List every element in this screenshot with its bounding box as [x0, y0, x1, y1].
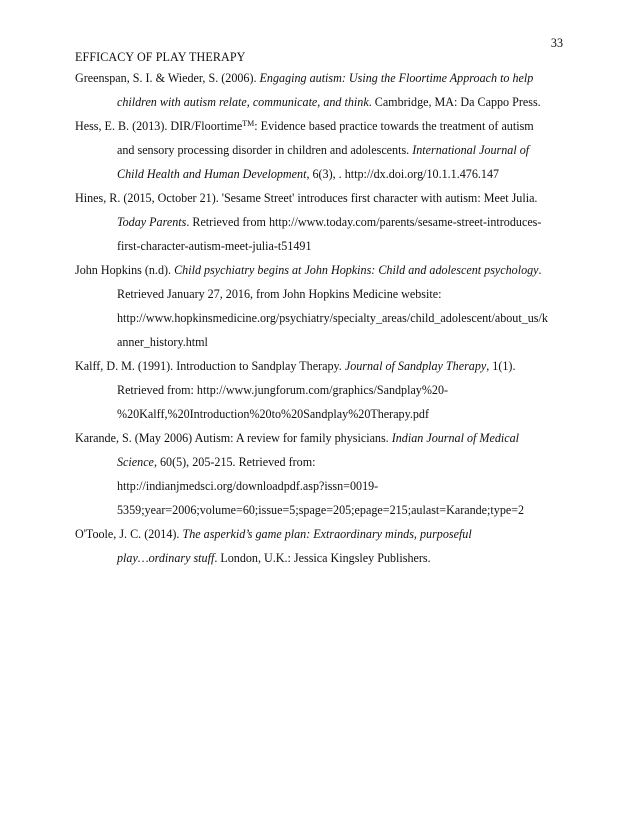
reference-line — [75, 258, 565, 282]
reference-line — [75, 210, 565, 234]
reference-text: Kalff, D. M. (1991). Introduction to Sandplay Therapy. — [75, 359, 345, 373]
reference-text: first-character-autism-meet-julia-t51491 — [117, 239, 312, 253]
reference-text: , 6(3), . http://dx.doi.org/10.1.1.476.147 — [306, 167, 500, 181]
reference-entry — [75, 426, 565, 522]
reference-line — [75, 114, 565, 138]
reference-line — [75, 378, 565, 402]
italic-text: Today Parents — [117, 215, 187, 229]
italic-text: children with autism relate, communicate, and think — [117, 95, 369, 109]
reference-list — [75, 66, 565, 570]
reference-line — [75, 522, 565, 546]
reference-text: Greenspan, S. I. & Wieder, S. (2006). — [75, 71, 260, 85]
reference-text: http://www.hopkinsmedicine.org/psychiatry/specialty_areas/child_adolescent/about_us/k — [117, 311, 548, 325]
reference-text: Hines, R. (2015, October 21). 'Sesame Street' introduces first character with autism: Meet Julia. — [75, 191, 538, 205]
reference-text: %20Kalff,%20Introduction%20to%20Sandplay%20Therapy.pdf — [117, 407, 430, 421]
reference-text: Hess, E. B. (2013). DIR/Floortime — [75, 119, 243, 133]
reference-entry — [75, 114, 565, 186]
reference-text: 5359;year=2006;volume=60;issue=5;spage=205;epage=215;aulast=Karande;type=2 — [117, 503, 525, 517]
reference-line — [75, 330, 565, 354]
reference-entry — [75, 522, 565, 570]
reference-line — [75, 498, 565, 522]
italic-text: International Journal of — [412, 143, 530, 157]
reference-text: anner_history.html — [117, 335, 208, 349]
reference-text: O'Toole, J. C. (2014). — [75, 527, 183, 541]
reference-entry — [75, 258, 565, 354]
italic-text: The asperkid’s game plan: Extraordinary minds, purposeful — [182, 527, 472, 541]
reference-entry — [75, 354, 565, 426]
reference-text: http://indianjmedsci.org/downloadpdf.asp?issn=0019- — [117, 479, 379, 493]
reference-line — [75, 234, 565, 258]
reference-line — [75, 354, 565, 378]
italic-text: Child psychiatry begins at John Hopkins: Child and adolescent psychology — [174, 263, 539, 277]
reference-line — [75, 90, 565, 114]
reference-text: . — [538, 263, 542, 277]
italic-text: Child Health and Human Development — [117, 167, 307, 181]
reference-line — [75, 426, 565, 450]
reference-text: , 60(5), 205-215. Retrieved from: — [153, 455, 316, 469]
running-head: EFFICACY OF PLAY THERAPY — [75, 50, 246, 64]
reference-line — [75, 138, 565, 162]
italic-text: Science — [117, 455, 154, 469]
reference-line — [75, 162, 565, 186]
reference-text: Retrieved from: http://www.jungforum.com/graphics/Sandplay%20- — [117, 383, 449, 397]
reference-line — [75, 306, 565, 330]
reference-line — [75, 282, 565, 306]
reference-text: . Cambridge, MA: Da Cappo Press. — [368, 95, 541, 109]
reference-line — [75, 402, 565, 426]
reference-text: . London, U.K.: Jessica Kingsley Publishers. — [214, 551, 431, 565]
reference-line — [75, 450, 565, 474]
reference-text: Karande, S. (May 2006) Autism: A review for family physicians. — [75, 431, 392, 445]
reference-text: , 1(1). — [486, 359, 516, 373]
italic-text: Journal of Sandplay Therapy — [344, 359, 487, 373]
italic-text: play…ordinary stuff — [117, 551, 215, 565]
trademark-superscript: TM — [242, 119, 255, 128]
reference-text: John Hopkins (n.d). — [75, 263, 175, 277]
reference-line — [75, 186, 565, 210]
reference-text: : Evidence based practice towards the treatment of autism — [254, 119, 534, 133]
reference-text: and sensory processing disorder in children and adolescents. — [117, 143, 413, 157]
italic-text: Engaging autism: Using the Floortime Approach to help — [259, 71, 534, 85]
page-number: 33 — [550, 36, 563, 50]
reference-line — [75, 474, 565, 498]
reference-text: . Retrieved from http://www.today.com/parents/sesame-street-introduces- — [186, 215, 542, 229]
italic-text: Indian Journal of Medical — [391, 431, 520, 445]
reference-text: Retrieved January 27, 2016, from John Hopkins Medicine website: — [117, 287, 442, 301]
reference-line — [75, 66, 565, 90]
reference-entry — [75, 186, 565, 258]
reference-entry — [75, 66, 565, 114]
reference-line — [75, 546, 565, 570]
